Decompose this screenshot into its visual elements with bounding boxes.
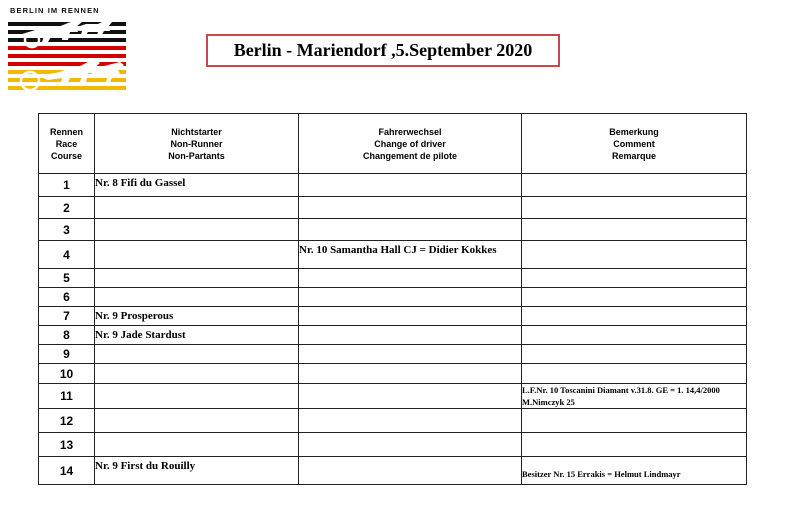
nonstarter-cell: Nr. 9 Prosperous xyxy=(95,307,299,326)
race-number: 4 xyxy=(39,241,95,269)
driver-change-cell xyxy=(299,345,522,364)
nonstarter-cell: Nr. 9 Jade Stardust xyxy=(95,326,299,345)
table-row xyxy=(39,288,747,307)
race-number: 10 xyxy=(39,364,95,384)
race-number: 1 xyxy=(39,174,95,197)
driver-change-cell xyxy=(299,197,522,219)
race-number: 2 xyxy=(39,197,95,219)
table-row xyxy=(39,457,747,485)
header-remarks: Bemerkung Comment Remarque xyxy=(522,114,747,174)
remark-cell xyxy=(522,269,747,288)
nonstarter-cell: Nr. 9 First du Rouilly xyxy=(95,457,299,485)
race-number: 9 xyxy=(39,345,95,364)
berlin-im-rennen-logo xyxy=(8,6,126,92)
race-number: 5 xyxy=(39,269,95,288)
race-number: 11 xyxy=(39,384,95,409)
driver-change-cell xyxy=(299,269,522,288)
driver-change-cell xyxy=(299,219,522,241)
remark-cell xyxy=(522,174,747,197)
remark-cell xyxy=(522,345,747,364)
table-row xyxy=(39,326,747,345)
nonstarter-cell xyxy=(95,241,299,269)
nonstarter-cell xyxy=(95,433,299,457)
remark-cell xyxy=(522,219,747,241)
driver-change-cell xyxy=(299,433,522,457)
race-number: 3 xyxy=(39,219,95,241)
race-number: 7 xyxy=(39,307,95,326)
race-number: 14 xyxy=(39,457,95,485)
driver-change-cell xyxy=(299,326,522,345)
remark-cell xyxy=(522,326,747,345)
logo-text: BERLIN IM RENNEN xyxy=(10,6,100,15)
remark-cell xyxy=(522,197,747,219)
race-number: 6 xyxy=(39,288,95,307)
nonstarter-cell xyxy=(95,219,299,241)
driver-change-cell xyxy=(299,364,522,384)
harness-racing-horses-icon xyxy=(8,18,126,92)
results-table xyxy=(38,113,747,485)
table-row xyxy=(39,241,747,269)
header-nonstarters: Nichtstarter Non-Runner Non-Partants xyxy=(95,114,299,174)
remark-cell xyxy=(522,307,747,326)
table-row xyxy=(39,219,747,241)
table-row xyxy=(39,433,747,457)
header-driver-change: Fahrerwechsel Change of driver Changement de pilote xyxy=(299,114,522,174)
remark-cell: Besitzer Nr. 15 Errakis = Helmut Lindmayr xyxy=(522,457,747,485)
remark-cell xyxy=(522,288,747,307)
page-title: Berlin - Mariendorf ,5.September 2020 xyxy=(206,34,560,67)
table-header-row xyxy=(39,114,747,174)
table-row xyxy=(39,307,747,326)
driver-change-cell xyxy=(299,457,522,485)
remark-cell: L.F.Nr. 10 Toscanini Diamant v.31.8. GE = 1. 14,4/2000 M.Nimczyk 25 xyxy=(522,384,747,409)
driver-change-cell xyxy=(299,409,522,433)
driver-change-cell xyxy=(299,307,522,326)
race-number: 12 xyxy=(39,409,95,433)
header-race: Rennen Race Course xyxy=(39,114,95,174)
nonstarter-cell: Nr. 8 Fifi du Gassel xyxy=(95,174,299,197)
driver-change-cell: Nr. 10 Samantha Hall CJ = Didier Kokkes xyxy=(299,241,522,269)
nonstarter-cell xyxy=(95,384,299,409)
nonstarter-cell xyxy=(95,364,299,384)
table-row xyxy=(39,384,747,409)
table-row xyxy=(39,409,747,433)
remark-cell xyxy=(522,433,747,457)
remark-cell xyxy=(522,409,747,433)
table-row xyxy=(39,174,747,197)
nonstarter-cell xyxy=(95,288,299,307)
table-row xyxy=(39,345,747,364)
race-number: 13 xyxy=(39,433,95,457)
table-row xyxy=(39,197,747,219)
remark-cell xyxy=(522,241,747,269)
driver-change-cell xyxy=(299,384,522,409)
nonstarter-cell xyxy=(95,409,299,433)
nonstarter-cell xyxy=(95,269,299,288)
nonstarter-cell xyxy=(95,197,299,219)
driver-change-cell xyxy=(299,288,522,307)
table-row xyxy=(39,364,747,384)
table-row xyxy=(39,269,747,288)
race-number: 8 xyxy=(39,326,95,345)
driver-change-cell xyxy=(299,174,522,197)
remark-cell xyxy=(522,364,747,384)
nonstarter-cell xyxy=(95,345,299,364)
